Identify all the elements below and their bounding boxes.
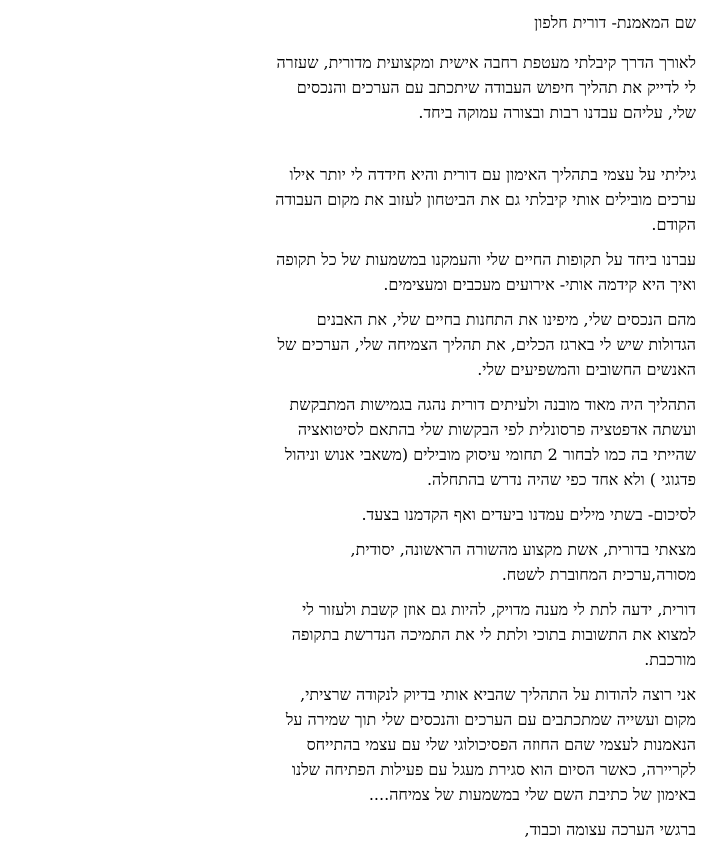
text-line: לאורך הדרך קיבלתי מעטפת רחבה אישית ומקצועית מדורית, שעזרה bbox=[276, 53, 696, 72]
text-line: גיליתי על עצמי בתהליך האימון עם דורית והיא חידדה לי יותר אילו bbox=[289, 165, 696, 184]
text-line: פדגוגי ) ולא אחד כפי שהיה נדרש בהתחלה. bbox=[426, 470, 696, 489]
text-line: מהם הנכסים שלי, מיפינו את התחנות בחיים שלי, את האבנים bbox=[316, 310, 696, 329]
paragraph-assets bbox=[96, 307, 696, 382]
paragraph-spacer bbox=[96, 135, 696, 162]
text-line: עברנו ביחד על תקופות החיים שלי והעמקנו במשמעות של כל תקופה bbox=[276, 250, 696, 269]
paragraph-self-discovery bbox=[96, 162, 696, 237]
text-line: ערכים מובילים אותי קיבלתי גם את הביטחון לעזוב את מקום העבודה bbox=[275, 190, 696, 209]
text-line: ואיך היא קידמה אותי- אירועים מעכבים ומעצימים. bbox=[383, 275, 696, 294]
text-line: מסורה,ערכית המחוברת לשטח. bbox=[501, 565, 696, 584]
text-line: מצאתי בדורית, אשת מקצוע מהשורה הראשונה, יסודית, bbox=[350, 540, 696, 559]
coach-name-heading: שם המאמנת- דורית חלפון bbox=[534, 13, 696, 32]
text-line: התהליך היה מאוד מובנה ולעיתים דורית נהגה בגמישות המתבקשת bbox=[289, 395, 696, 414]
text-line: דורית, ידעה לתת לי מענה מדויק, להיות גם אוזן קשבת ולעזור לי bbox=[302, 600, 696, 619]
paragraph-thanks bbox=[96, 682, 696, 807]
text-line: מורכבת. bbox=[644, 650, 696, 669]
text-line: הקודם. bbox=[651, 215, 696, 234]
text-line: לי לדייק את תהליך חיפוש העבודה שיתכתב עם הערכים והנכסים bbox=[296, 78, 696, 97]
text-line: באימון של כתיבת השם שלי במשמעות של צמיחה.... bbox=[368, 785, 696, 804]
text-line: האנשים החשובים והמשפיעים שלי. bbox=[477, 360, 696, 379]
text-line: לסיכום- בשתי מילים עמדנו ביעדים ואף הקדמנו בצעד. bbox=[361, 505, 696, 524]
text-line: הגדולות שיש לי בארגז הכלים, את תהליך הצמיחה שלי, הערכים של bbox=[277, 335, 696, 354]
text-line: ועשתה אדפטציה פרסונלית לפי הבקשות שלי בהתאם לסיטואציה bbox=[297, 420, 696, 439]
text-line: למצוא את התשובות בתוכי ולתת לי את התמיכה הנדרשת בתקופה bbox=[291, 625, 696, 644]
text-line: מקום ועשייה שמתכתבים עם הערכים והנכסים שלי תוך שמירה על bbox=[285, 710, 696, 729]
paragraph-summary bbox=[96, 502, 696, 527]
text-line: ברגשי הערכה עצומה וכבוד, bbox=[524, 820, 696, 839]
paragraph-guidance bbox=[96, 50, 696, 125]
paragraph-professional bbox=[96, 537, 696, 587]
paragraph-life-periods bbox=[96, 247, 696, 297]
text-line: שהייתי בה כמו לבחור 2 תחומי עיסוק מובילים (משאבי אנוש וניהול bbox=[284, 445, 696, 464]
text-line: אני רוצה להודות על התהליך שהביא אותי בדיוק לנקודה שרציתי, bbox=[300, 685, 696, 704]
text-line: הנאמנות לעצמי שהם החוזה הפסיכולוגי שלי עם עצמי בהתייחס bbox=[306, 735, 696, 754]
text-line: לקריירה, כאשר הסיום הוא סגירת מעגל עם פעילות הפתיחה שלנו bbox=[291, 760, 696, 779]
paragraph-support bbox=[96, 597, 696, 672]
text-line: שלי, עליהם עבדנו רבות ובצורה עמוקה ביחד. bbox=[418, 103, 696, 122]
paragraph-closing bbox=[96, 817, 696, 842]
paragraph-process bbox=[96, 392, 696, 492]
